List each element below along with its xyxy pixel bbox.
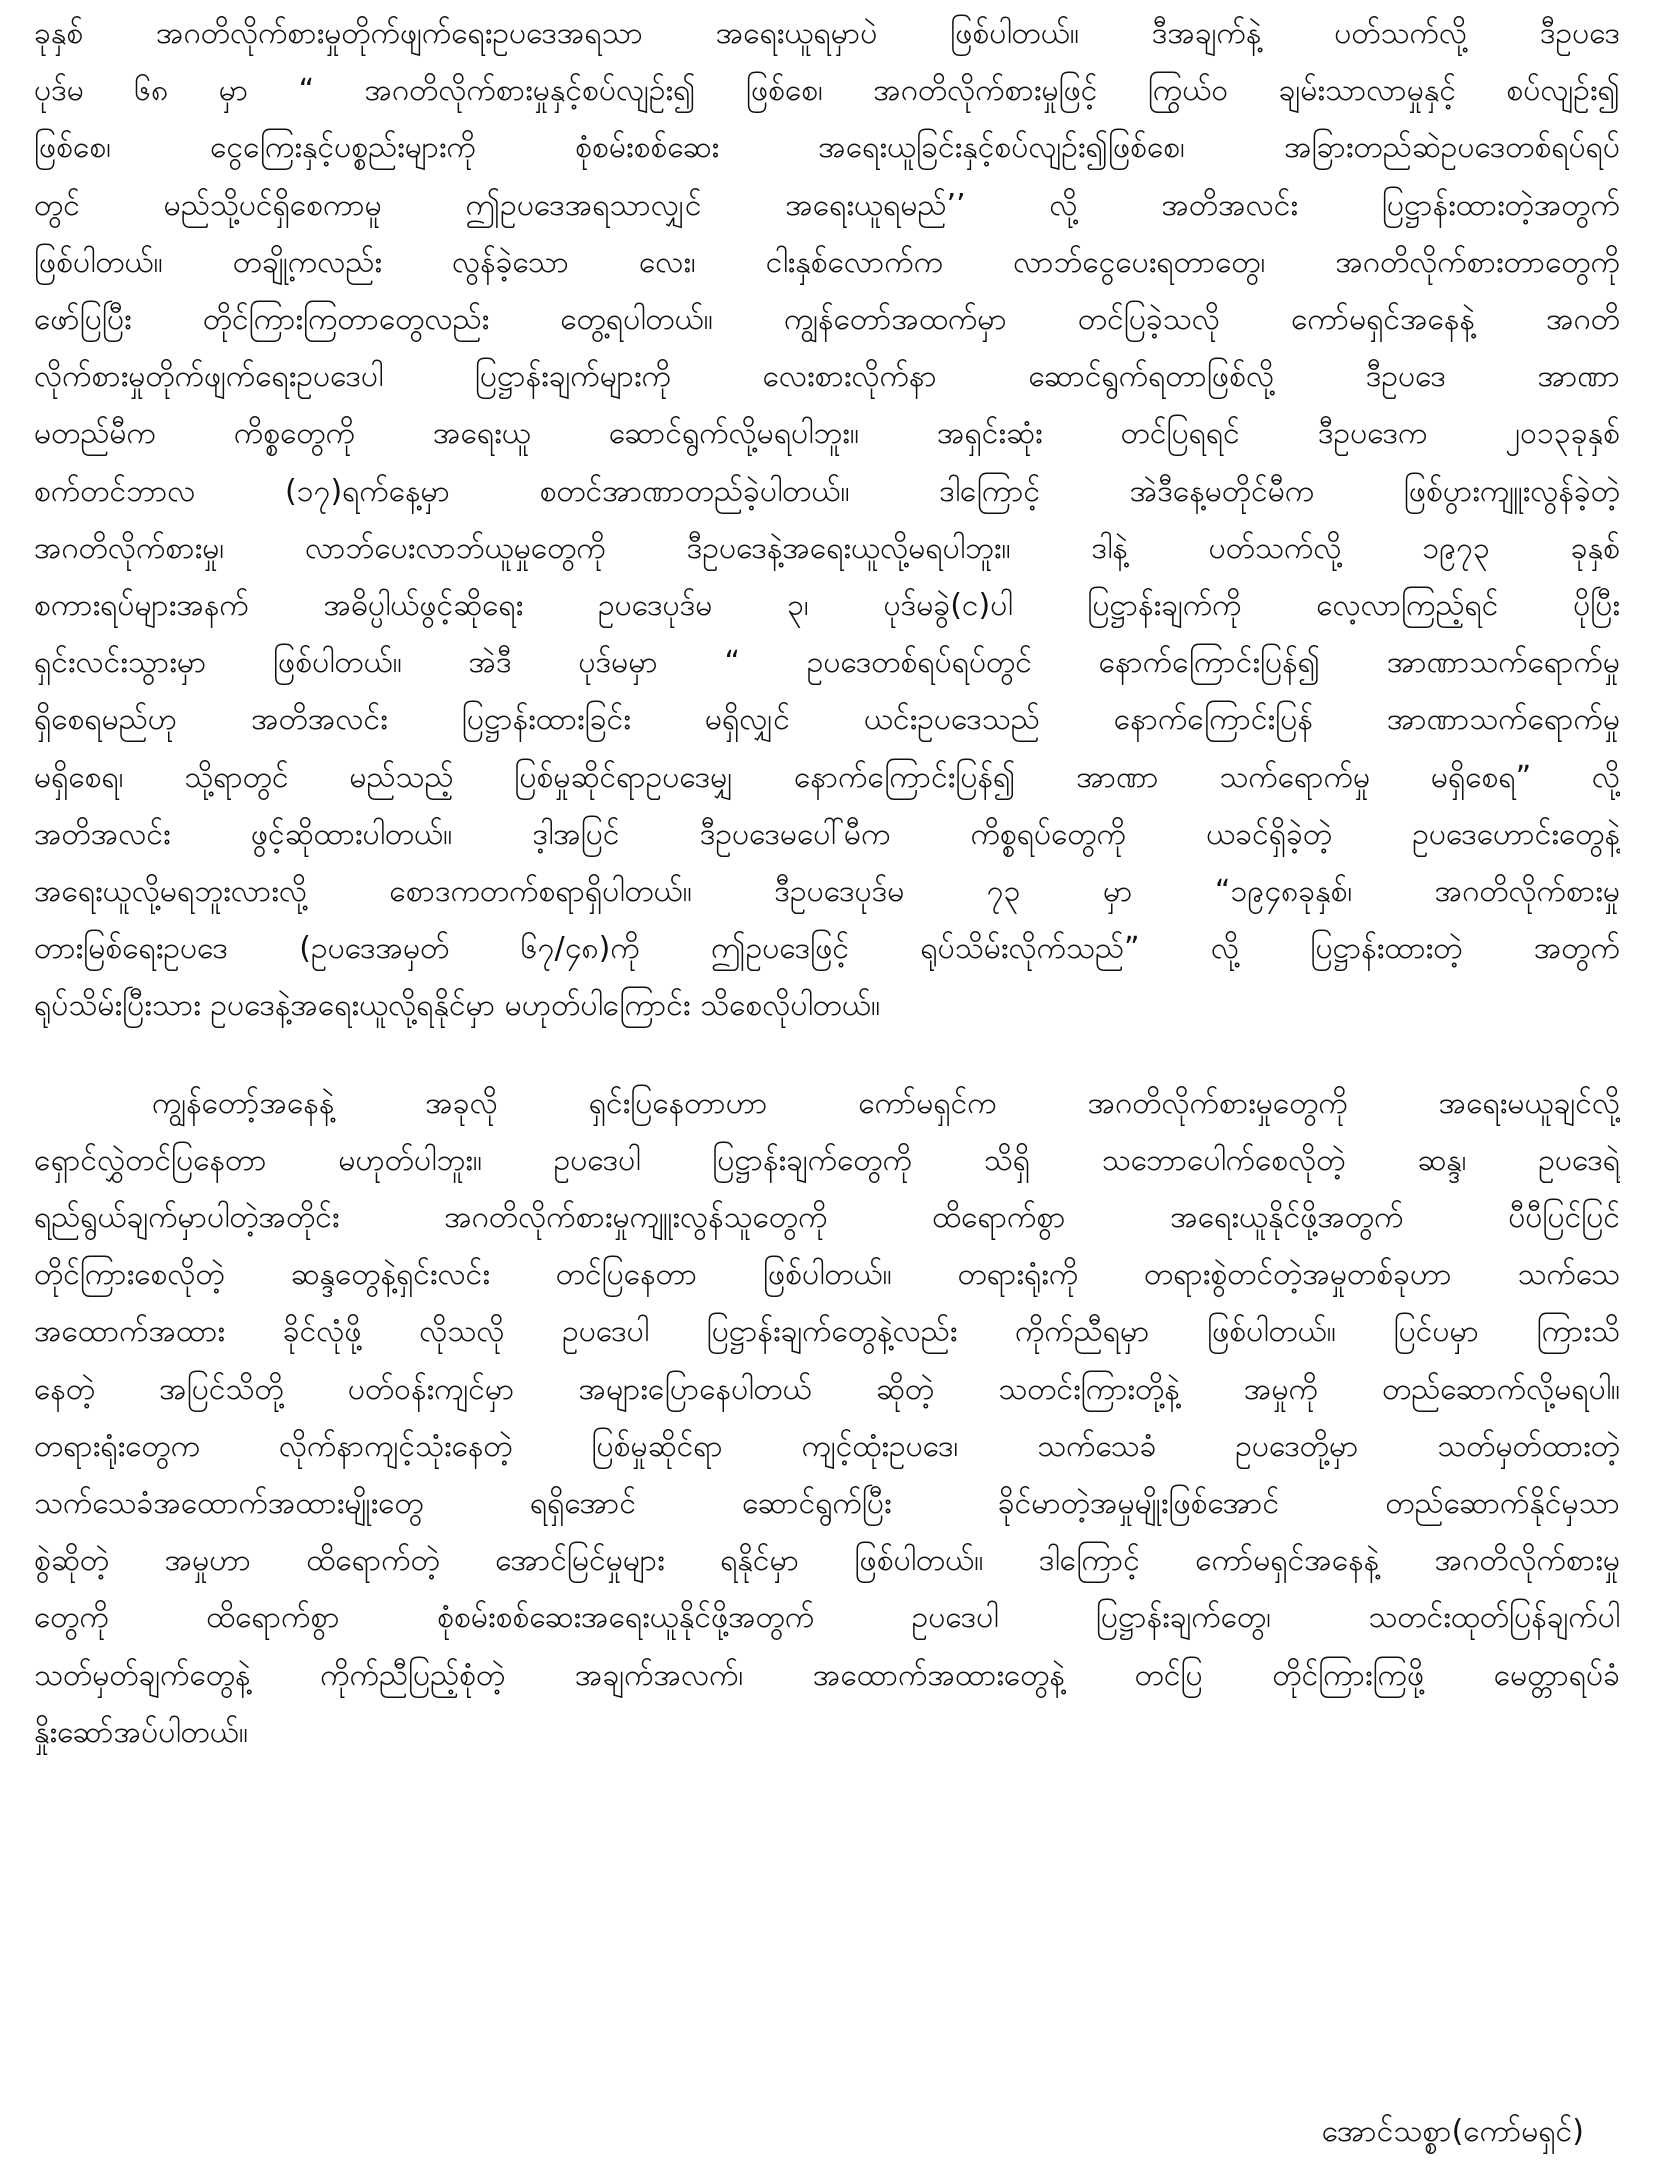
text-line: အရေးယူလို့မရဘူးလားလို့ စောဒကတက်စရာရှိပါတယ်။ ဒီဥပဒေပုဒ်မ ၇၃ မှာ “၁၉၄၈ခုနှစ်၊ အဂတိလိုက်စားမှု (34, 874, 1620, 910)
text-line: ရှောင်လွှဲတင်ပြနေတာ မဟုတ်ပါဘူး။ ဥပဒေပါ ပြဋ္ဌာန်းချက်တွေကို သိရှိ သဘောပေါက်စေလိုတဲ့ ဆန္ဒ၊ ဥပဒေရဲ့ (34, 1142, 1620, 1178)
text-line: တွေကို ထိရောက်စွာ စုံစမ်းစစ်ဆေးအရေးယူနိုင်ဖို့အတွက် ဥပဒေပါ ပြဋ္ဌာန်းချက်တွေ၊ သတင်းထုတ်ပြန်ချက်ပါ (34, 1600, 1620, 1636)
text-line: ဖြစ်စေ၊ ငွေကြေးနှင့်ပစ္စည်းများကို စုံစမ်းစစ်ဆေး အရေးယူခြင်းနှင့်စပ်လျဉ်း၍ဖြစ်စေ၊ အခြားတည်ဆဲဥပဒေတစ်ရပ်ရပ် (34, 130, 1620, 166)
text-line: သက်သေခံအထောက်အထားမျိုးတွေ ရရှိအောင် ဆောင်ရွက်ပြီး ခိုင်မာတဲ့အမှုမျိုးဖြစ်အောင် တည်ဆောက်နိုင်မှသာ (34, 1486, 1620, 1522)
text-line: ဖော်ပြပြီး တိုင်ကြားကြတာတွေလည်း တွေ့ရပါတယ်။ ကျွန်တော်အထက်မှာ တင်ပြခဲ့သလို ကော်မရှင်အနေနဲ့ အဂတိ (34, 302, 1620, 338)
text-line: ပုဒ်မ ၆၈ မှာ “ အဂတိလိုက်စားမှုနှင့်စပ်လျဉ်း၍ ဖြစ်စေ၊ အဂတိလိုက်စားမှုဖြင့် ကြွယ်ဝ ချမ်းသာလာမှုနှင့် စပ်လျဉ်း၍ (34, 73, 1620, 109)
text-line: မတည်မီက ကိစ္စတွေကို အရေးယူ ဆောင်ရွက်လို့မရပါဘူး။ အရှင်းဆုံး တင်ပြရရင် ဒီဥပဒေက ၂၀၁၃ခုနှစ် (34, 416, 1620, 452)
text-line: သတ်မှတ်ချက်တွေနဲ့ ကိုက်ညီပြည့်စုံတဲ့ အချက်အလက်၊ အထောက်အထားတွေနဲ့ တင်ပြ တိုင်ကြားကြဖို့ မေတ္တာရပ်ခံ (34, 1657, 1620, 1693)
text-line: စက်တင်ဘာလ (၁၇)ရက်နေ့မှာ စတင်အာဏာတည်ခဲ့ပါတယ်။ ဒါကြောင့် အဲဒီနေ့မတိုင်မီက ဖြစ်ပွားကျူးလွန်ခဲ့တဲ့ (34, 473, 1620, 509)
text-line: ရုပ်သိမ်းပြီးသား ဥပဒေနဲ့အရေးယူလို့ရနိုင်မှာ မဟုတ်ပါကြောင်း သိစေလိုပါတယ်။ (34, 988, 881, 1024)
paragraph-2 (34, 1075, 1620, 1761)
text-line: ဖြစ်ပါတယ်။ တချို့ကလည်း လွန်ခဲ့သော လေး၊ ငါးနှစ်လောက်က လာဘ်ငွေပေးရတာတွေ၊ အဂတိလိုက်စားတာတွေကို (34, 244, 1620, 280)
text-line: တိုင်ကြားစေလိုတဲ့ ဆန္ဒတွေနဲ့ရှင်းလင်း တင်ပြနေတာ ဖြစ်ပါတယ်။ တရားရုံးကို တရားစွဲတင်တဲ့အမှုတစ်ခုဟာ သက်သေ (34, 1257, 1620, 1293)
document-body (34, 5, 1620, 1761)
text-line: စွဲဆိုတဲ့ အမှုဟာ ထိရောက်တဲ့ အောင်မြင်မှုများ ရနိုင်မှာ ဖြစ်ပါတယ်။ ဒါကြောင့် ကော်မရှင်အနေနဲ့ အဂတိလိုက်စားမှု (34, 1543, 1620, 1579)
text-line: အထောက်အထား ခိုင်လုံဖို့ လိုသလို ဥပဒေပါ ပြဋ္ဌာန်းချက်တွေနဲ့လည်း ကိုက်ညီရမှာ ဖြစ်ပါတယ်။ ပြင်ပမှာ ကြားသိ (34, 1314, 1620, 1350)
text-line: နှိုးဆော်အပ်ပါတယ်။ (34, 1714, 248, 1750)
text-line: အဂတိလိုက်စားမှု၊ လာဘ်ပေးလာဘ်ယူမှုတွေကို ဒီဥပဒေနဲ့အရေးယူလို့မရပါဘူး။ ဒါနဲ့ ပတ်သက်လို့ ၁၉၇၃ ခုနှစ် (34, 530, 1620, 566)
text-line: ရှင်းလင်းသွားမှာ ဖြစ်ပါတယ်။ အဲဒီ ပုဒ်မမှာ “ ဥပဒေတစ်ရပ်ရပ်တွင် နောက်ကြောင်းပြန်၍ အာဏာသက်ရောက်မှု (34, 645, 1620, 681)
text-line: တားမြစ်ရေးဥပဒေ (ဥပဒေအမှတ် ၆၇/၄၈)ကို ဤဥပဒေဖြင့် ရုပ်သိမ်းလိုက်သည်” လို့ ပြဋ္ဌာန်းထားတဲ့ အတွက် (34, 931, 1620, 967)
signature: အောင်သစ္စာ(ကော်မရှင်) (1321, 2114, 1584, 2149)
paragraph-gap (34, 1035, 1620, 1075)
text-line: ရှိစေရမည်ဟု အတိအလင်း ပြဋ္ဌာန်းထားခြင်း မရှိလျှင် ယင်းဥပဒေသည် နောက်ကြောင်းပြန် အာဏာသက်ရောက်မှု (34, 702, 1620, 738)
text-line: တရားရုံးတွေက လိုက်နာကျင့်သုံးနေတဲ့ ပြစ်မှုဆိုင်ရာ ကျင့်ထုံးဥပဒေ၊ သက်သေခံ ဥပဒေတို့မှာ သတ်မှတ်ထားတဲ့ (34, 1428, 1620, 1464)
text-line: လိုက်စားမှုတိုက်ဖျက်ရေးဥပဒေပါ ပြဋ္ဌာန်းချက်များကို လေးစားလိုက်နာ ဆောင်ရွက်ရတာဖြစ်လို့ ဒီဥပဒေ အာဏာ (34, 359, 1620, 395)
text-line: နေတဲ့ အပြင်သိတို့ ပတ်ဝန်းကျင်မှာ အများပြောနေပါတယ် ဆိုတဲ့ သတင်းကြားတို့နဲ့ အမှုကို တည်ဆောက်လို့မရပါ။ (34, 1371, 1620, 1407)
text-line: မရှိစေရ၊ သို့ရာတွင် မည်သည့် ပြစ်မှုဆိုင်ရာဥပဒေမျှ နောက်ကြောင်းပြန်၍ အာဏာ သက်ရောက်မှု မရှိစေရ” လို့ (34, 759, 1620, 795)
text-line: ကျွန်တော့်အနေနဲ့ အခုလို ရှင်းပြနေတာဟာ ကော်မရှင်က အဂတိလိုက်စားမှုတွေကို အရေးမယူချင်လို့ (152, 1085, 1620, 1121)
text-line: အတိအလင်း ဖွင့်ဆိုထားပါတယ်။ ဒ့ါအပြင် ဒီဥပဒေမပေါ်မီက ကိစ္စရပ်တွေကို ယခင်ရှိခဲ့တဲ့ ဥပဒေဟောင်းတွေနဲ့ (34, 816, 1620, 852)
paragraph-1 (34, 5, 1620, 1035)
text-line: ခုနှစ် အဂတိလိုက်စားမှုတိုက်ဖျက်ရေးဥပဒေအရသာ အရေးယူရမှာပဲ ဖြစ်ပါတယ်။ ဒီအချက်နဲ့ ပတ်သက်လို့ ဒီဥပဒေ (34, 16, 1620, 51)
text-line: တွင် မည်သို့ပင်ရှိစေကာမူ ဤဥပဒေအရသာလျှင် အရေးယူရမည်’’ လို့ အတိအလင်း ပြဋ္ဌာန်းထားတဲ့အတွက် (34, 187, 1620, 223)
text-line: ရည်ရွယ်ချက်မှာပါတဲ့အတိုင်း အဂတိလိုက်စားမှုကျူးလွန်သူတွေကို ထိရောက်စွာ အရေးယူနိုင်ဖို့အတွက် ပီပီပြင်ပြင် (34, 1200, 1620, 1236)
text-line: စကားရပ်များအနက် အဓိပ္ပါယ်ဖွင့်ဆိုရေး ဥပဒေပုဒ်မ ၃၊ ပုဒ်မခွဲ(င)ပါ ပြဋ္ဌာန်းချက်ကို လေ့လာကြည့်ရင် ပိုပြီး (34, 588, 1620, 624)
